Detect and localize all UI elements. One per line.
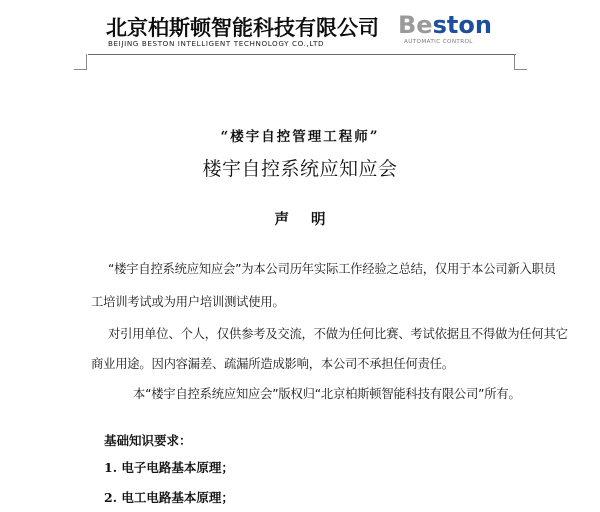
logo-wordmark	[398, 11, 492, 39]
paragraph-line: 对引用单位、个人，仅供参考及交流，不做为任何比赛、考试依据且不得做为任何其它	[108, 327, 568, 341]
requirements-heading: 基础知识要求：	[104, 433, 192, 448]
requirement-item: 1. 电子电路基本原理；	[104, 460, 234, 475]
page-header	[0, 0, 600, 56]
logo-tagline: AUTOMATIC CONTROL	[404, 39, 473, 45]
paragraph-line: 商业用途。因内容漏差、疏漏所造成影响，本公司不承担任何责任。	[91, 357, 454, 371]
company-name-chinese: 北京柏斯顿智能科技有限公司	[106, 16, 379, 40]
logo-wordmark-part: ston	[432, 11, 492, 39]
company-name-english: BEIJING BESTON INTELLIGENT TECHNOLOGY CO.,LTD	[108, 39, 325, 48]
beston-logo-graphic	[398, 10, 492, 46]
document-title: 楼宇自控系统应知应会	[202, 158, 398, 180]
paragraph-line: “楼宇自控系统应知应会”为本公司历年实际工作经验之总结，仅用于本公司新入职员	[108, 262, 556, 276]
requirement-item: 2. 电工电路基本原理；	[104, 490, 234, 505]
logo-wordmark-part: Be	[398, 11, 433, 39]
document-subtitle: “楼宇自控管理工程师”	[220, 129, 380, 145]
margin-corner-mark-left	[86, 54, 87, 70]
header-divider	[88, 54, 516, 55]
statement-heading: 声明	[274, 211, 348, 228]
paragraph-line: 工培训考试或为用户培训测试使用。	[91, 295, 285, 309]
beston-logo	[398, 10, 492, 46]
paragraph-line: 本“楼宇自控系统应知应会”版权归“北京柏斯顿智能科技有限公司”所有。	[133, 387, 521, 401]
margin-corner-tick-right	[515, 69, 527, 70]
margin-corner-mark-right	[514, 54, 515, 70]
margin-corner-tick-left	[74, 69, 86, 70]
